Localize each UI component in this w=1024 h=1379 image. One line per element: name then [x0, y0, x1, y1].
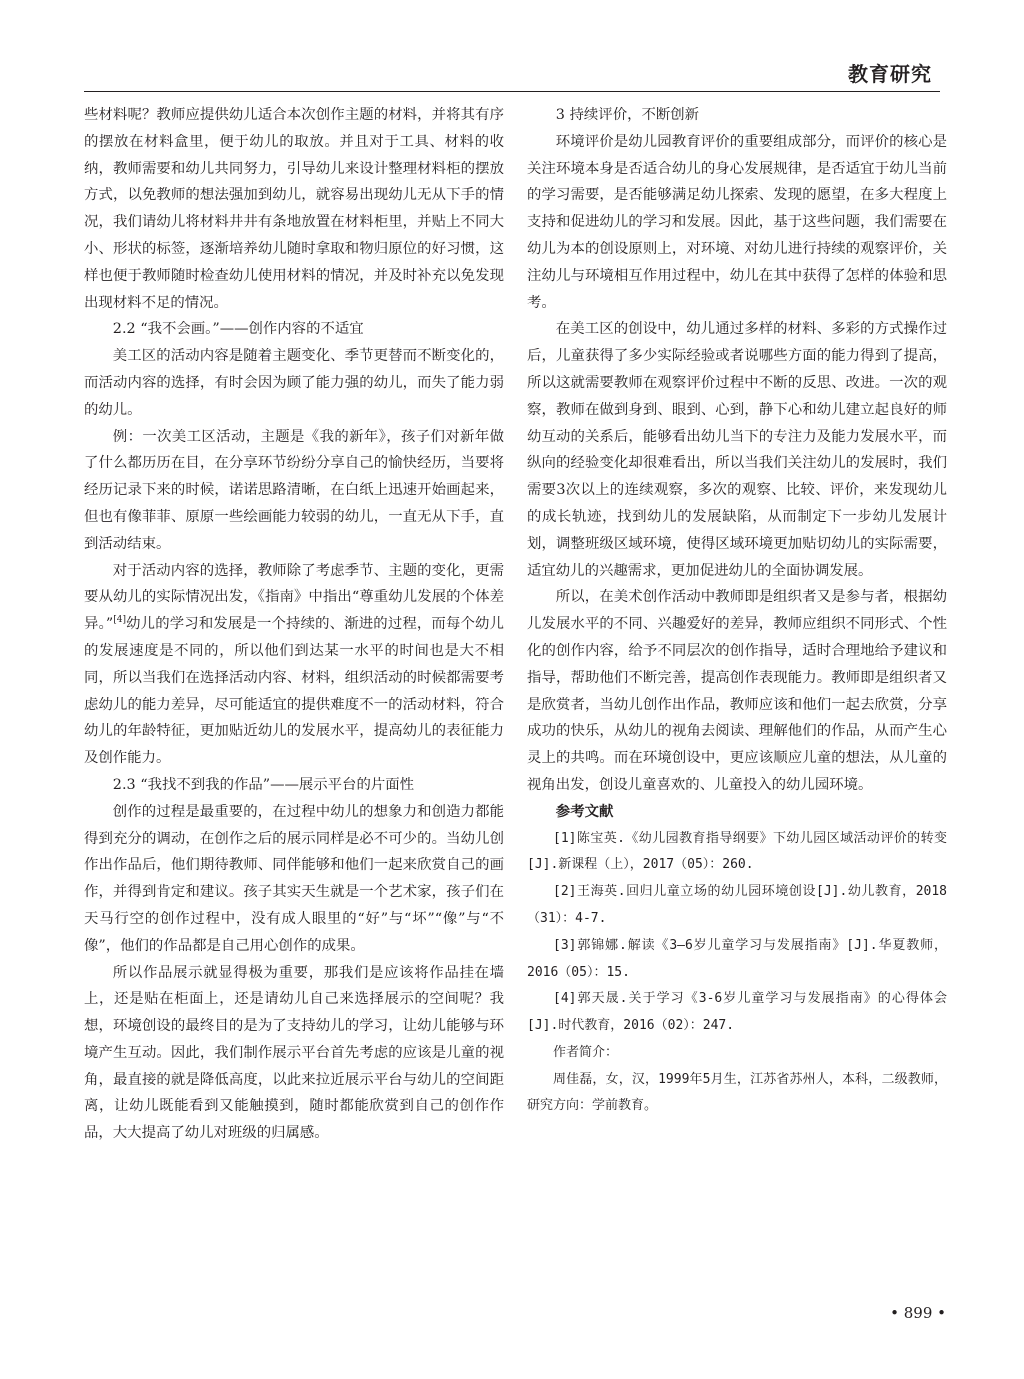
body-paragraph: 在美工区的创设中，幼儿通过多样的材料、多彩的方式操作过后，儿童获得了多少实际经验或者说哪些方面的能力得到了提高，所以这就需要教师在观察评价过程中不断的反思、改进。一次的观察，教师在做到身到、眼到、心到，静下心和幼儿建立起良好的师幼互动的关系后，能够看出幼儿当下的专注力及能力发展水平，而纵向的经验变化却很难看出，所以当我们关注幼儿的发展时，我们需要3次以上的连续观察，多次的观察、比较、评价，来发现幼儿的成长轨迹，找到幼儿的发展缺陷，从而制定下一步幼儿发展计划，调整班级区域环境，使得区域环境更加贴切幼儿的实际需要，适宜幼儿的兴趣需求，更加促进幼儿的全面协调发展。: [527, 321, 947, 579]
section-heading: 3 持续评价，不断创新: [555, 107, 700, 123]
reference-entry: [4]郭天晟.关于学习《3-6岁儿童学习与发展指南》的心得体会[J].时代教育，2016（02）：247.: [527, 991, 947, 1034]
citation-marker: [4]: [113, 615, 126, 626]
reference-entry: [2]王海英.回归儿童立场的幼儿园环境创设[J].幼儿教育，2018（31）：4-7.: [527, 884, 947, 926]
body-paragraph: 环境评价是幼儿园教育评价的重要组成部分，而评价的核心是关注环境本身是否适合幼儿的身心发展规律，是否适宜于幼儿当前的学习需要，是否能够满足幼儿探索、发现的愿望，在多大程度上支持和促进幼儿的学习和发展。因此，基于这些问题，我们需要在幼儿为本的创设原则上，对环境、对幼儿进行持续的观察评价，关注幼儿与环境相互作用过程中，幼儿在其中获得了怎样的体验和思考。: [527, 133, 947, 311]
references-title: 参考文献: [555, 803, 614, 820]
reference-entry: [3]郭锦娜.解读《3—6岁儿童学习与发展指南》[J].华夏教师，2016（05）：15.: [527, 937, 947, 980]
body-paragraph: 创作的过程是最重要的，在过程中幼儿的想象力和创造力都能得到充分的调动，在创作之后的展示同样是必不可少的。当幼儿创作出作品后，他们期待教师、同伴能够和他们一起来欣赏自己的画作，并得到肯定和建议。孩子其实天生就是一个艺术家，孩子们在天马行空的创作过程中，没有成人眼里的“好”与“坏”“像”与“不像”，他们的作品都是自己用心创作的成果。: [84, 803, 504, 954]
body-paragraph: 美工区的活动内容是随着主题变化、季节更替而不断变化的，而活动内容的选择，有时会因为顾了能力强的幼儿，而失了能力弱的幼儿。: [84, 348, 504, 418]
reference-entry: [1]陈宝英.《幼儿园教育指导纲要》下幼儿园区域活动评价的转变[J].新课程（上），2017（05）：260.: [527, 830, 947, 873]
body-paragraph: [84, 558, 504, 772]
body-paragraph: 所以，在美术创作活动中教师即是组织者又是参与者，根据幼儿发展水平的不同、兴趣爱好的差异，教师应组织不同形式、个性化的创作内容，给予不同层次的创作指导，适时合理地给予建议和指导，帮助他们不断完善，提高创作表现能力。教师即是组织者又是欣赏者，当幼儿创作出作品，教师应该和他们一起去欣赏，分享成功的快乐，从幼儿的视角去阅读、理解他们的作品，从而产生心灵上的共鸣。而在环境创设中，更应该顺应儿童的想法，从儿童的视角出发，创设儿童喜欢的、儿童投入的幼儿园环境。: [527, 589, 947, 793]
right-column: [527, 102, 947, 1120]
reference-entry: 作者简介：: [553, 1044, 619, 1060]
paragraph-text: 对于活动内容的选择，教师除了考虑季节、主题的变化，更需要从幼儿的实际情况出发，《指南》中指出“尊重幼儿发展的个体差异。”: [84, 562, 504, 633]
journal-section-title: 教育研究: [848, 62, 932, 86]
page-number: • 899 •: [890, 1304, 946, 1322]
reference-entry: 周佳磊，女，汉，1999年5月生，江苏省苏州人，本科，二级教师，研究方向：学前教育。: [527, 1071, 947, 1114]
body-paragraph: 所以作品展示就显得极为重要，那我们是应该将作品挂在墙上，还是贴在柜面上，还是请幼儿自己来选择展示的空间呢？我想，环境创设的最终目的是为了支持幼儿的学习，让幼儿能够与环境产生互动。因此，我们制作展示平台首先考虑的应该是儿童的视角，最直接的就是降低高度，以此来拉近展示平台与幼儿的空间距离，让幼儿既能看到又能触摸到，随时都能欣赏到自己的创作作品，大大提高了幼儿对班级的归属感。: [84, 964, 504, 1142]
section-heading: 2.2 “我不会画。”——创作内容的不适宜: [112, 321, 364, 338]
body-paragraph: 例：一次美工区活动，主题是《我的新年》，孩子们对新年做了什么都历历在目，在分享环节纷纷分享自己的愉快经历，当要将经历记录下来的时候，诺诺思路清晰，在白纸上迅速开始画起来，但也有像菲菲、原原一些绘画能力较弱的幼儿，一直无从下手，直到活动结束。: [84, 428, 504, 552]
section-heading: 2.3 “我找不到我的作品”——展示平台的片面性: [112, 776, 415, 793]
left-column: [84, 102, 504, 1147]
body-paragraph: 些材料呢？教师应提供幼儿适合本次创作主题的材料，并将其有序的摆放在材料盒里，便于幼儿的取放。并且对于工具、材料的收纳，教师需要和幼儿共同努力，引导幼儿来设计整理材料柜的摆放方式，以免教师的想法强加到幼儿，就容易出现幼儿无从下手的情况，我们请幼儿将材料井井有条地放置在材料柜里，并贴上不同大小、形状的标签，逐渐培养幼儿随时拿取和物归原位的好习惯，这样也便于教师随时检查幼儿使用材料的情况，并及时补充以免发现出现材料不足的情况。: [84, 107, 504, 311]
header-divider: [84, 91, 940, 92]
paragraph-text: 幼儿的学习和发展是一个持续的、渐进的过程，而每个幼儿的发展速度是不同的，所以他们到达某一水平的时间也是大不相同，所以当我们在选择活动内容、材料，组织活动的时候都需要考虑幼儿的能力差异，尽可能适宜的提供难度不一的活动材料，符合幼儿的年龄特征，更加贴近幼儿的发展水平，提高幼儿的表征能力及创作能力。: [84, 616, 504, 767]
